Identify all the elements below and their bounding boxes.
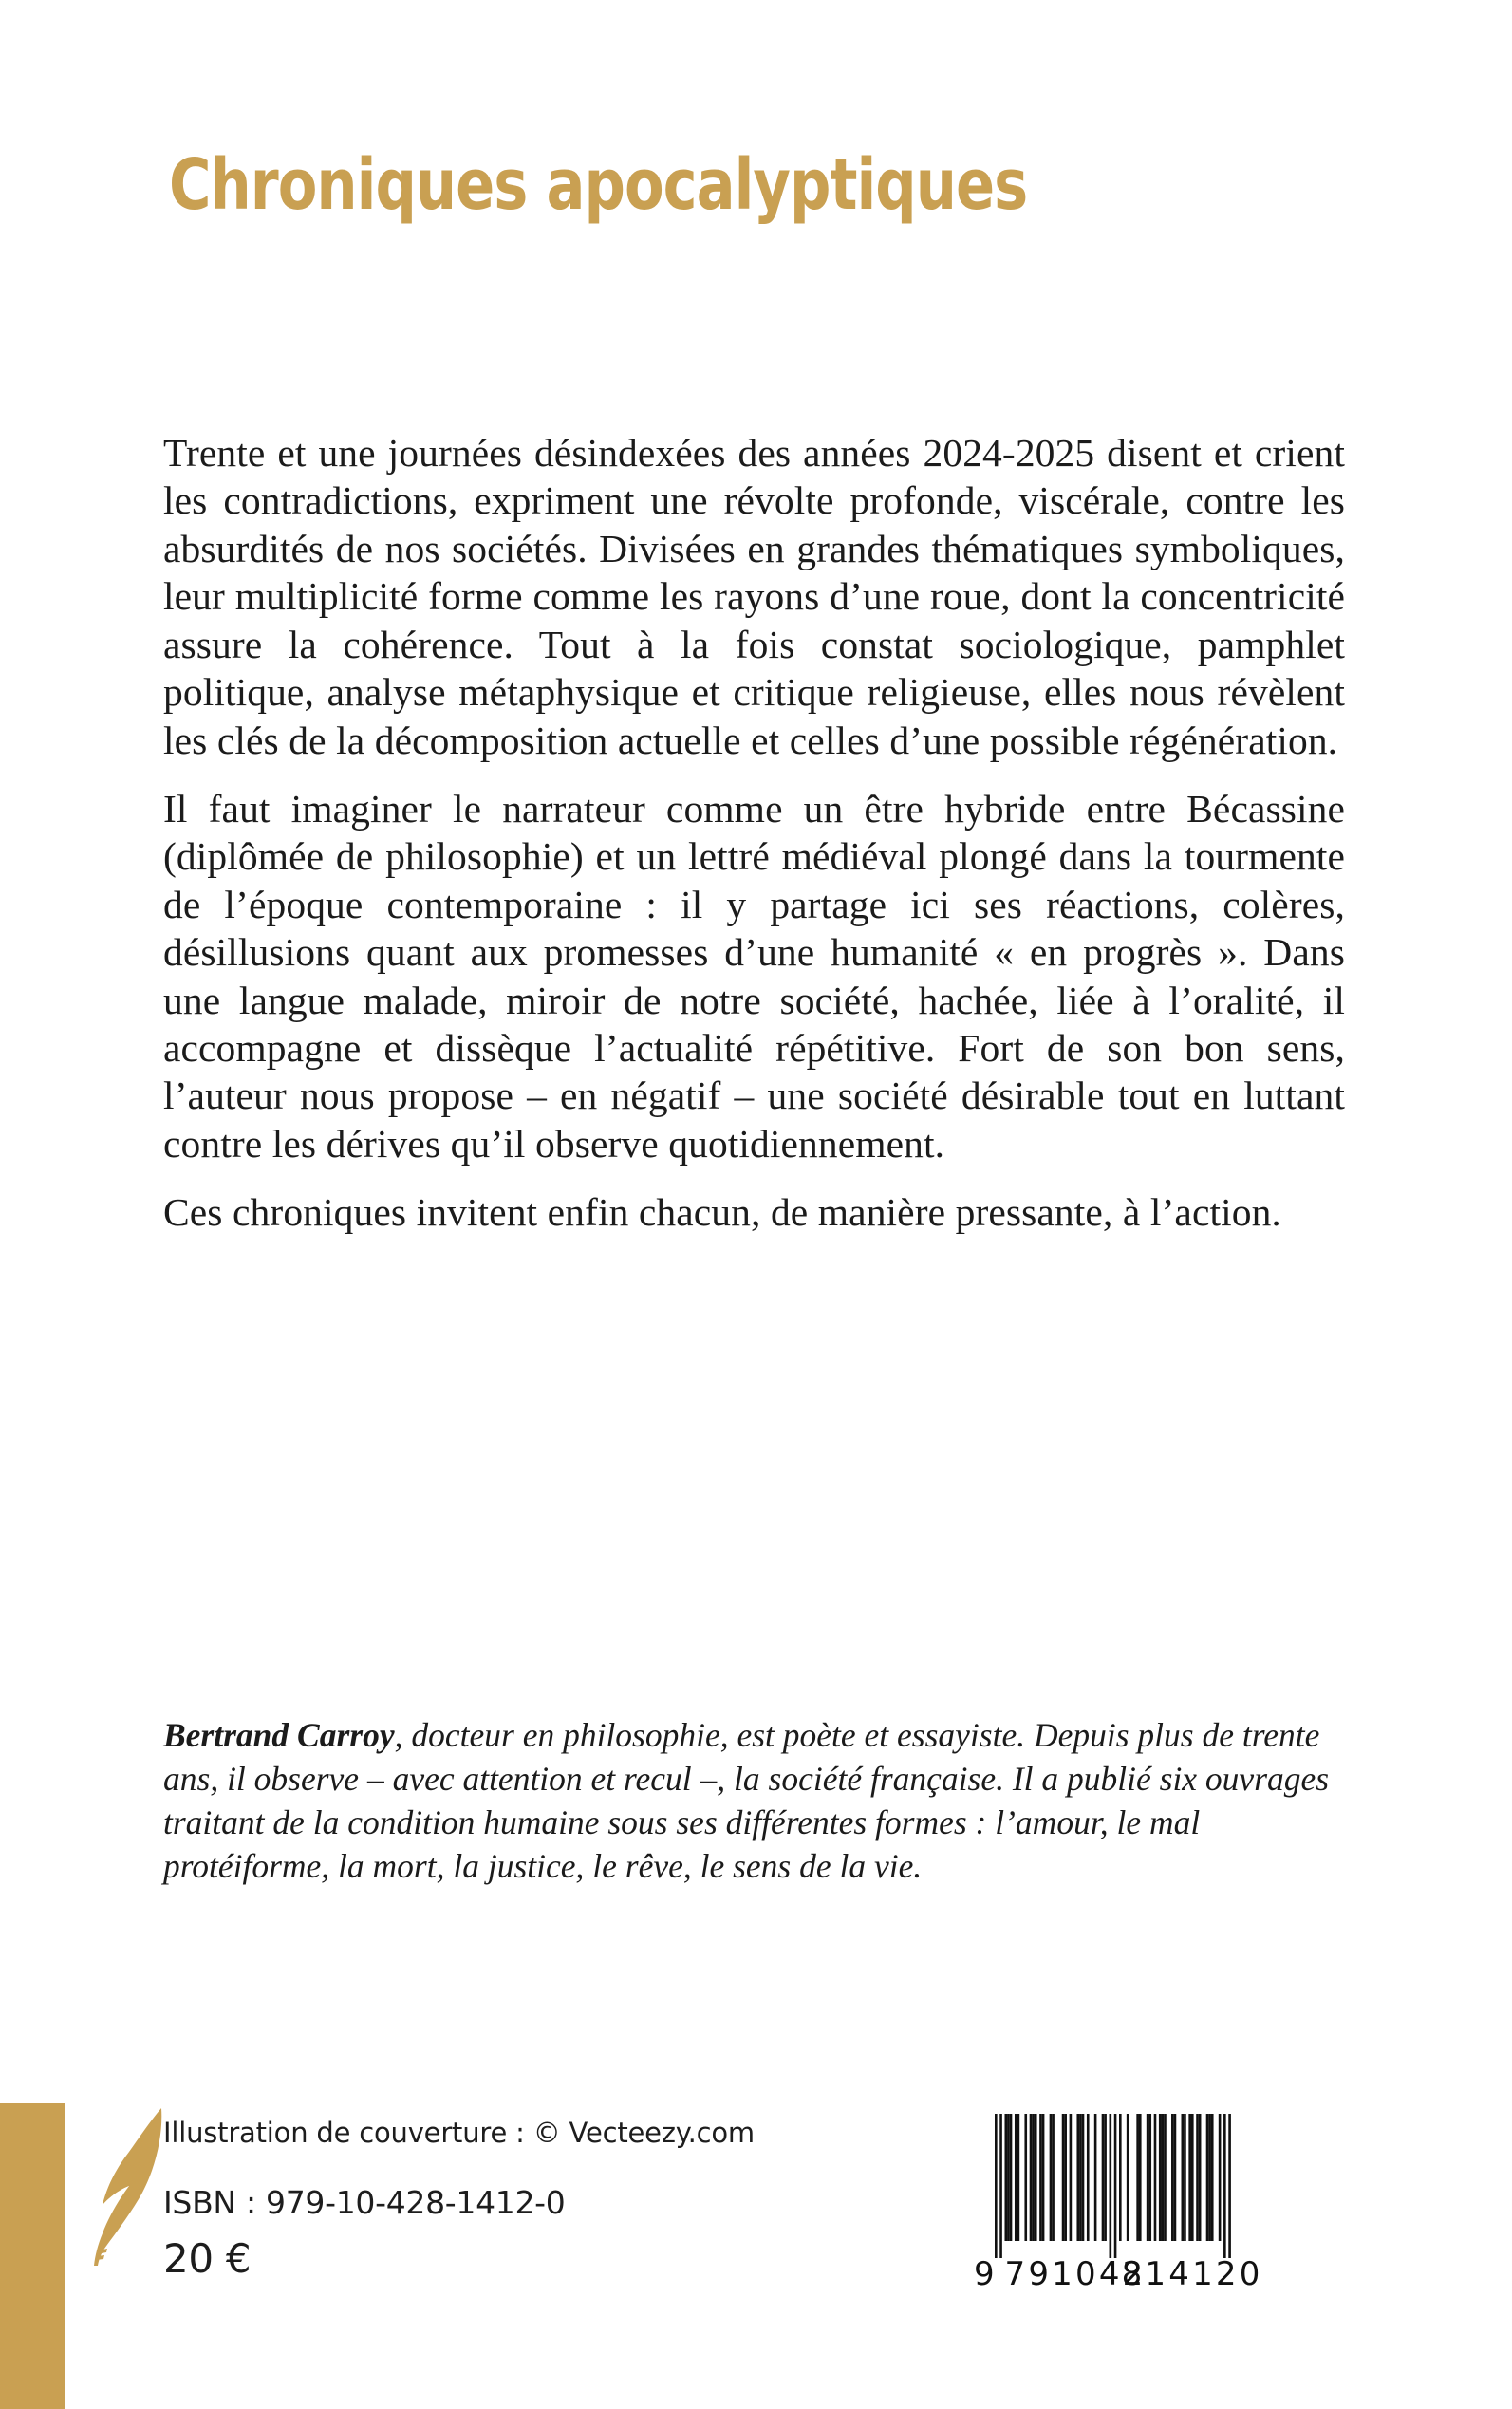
- blurb-paragraph-1: Trente et une journées désindexées des années 2024-2025 disent et crient les contradictions, expriment une révolte profonde, viscérale, contre les absurdités de nos sociétés. Divisées en grandes thématiques symboliques, leur multiplicité forme comme les rayons d’une roue, dont la concentricité assure la cohérence. Tout à la fois constat sociologique, pamphlet politique, analyse métaphysique et critique religieuse, elles nous révèlent les clés de la décomposition actuelle et celles d’une possible régénération.: [163, 431, 1345, 762]
- price-label: 20 €: [163, 2235, 252, 2282]
- svg-text:791042: 791042: [1004, 2255, 1147, 2293]
- author-bio-section: [163, 1713, 1348, 1889]
- author-bio-paragraph: [163, 1713, 1348, 1889]
- blurb-paragraph-2: Il faut imaginer le narrateur comme un être hybride entre Bécassine (diplômée de philosophie) et un lettré médiéval plongé dans la tourmente de l’époque contemporaine : il y partage ici ses réactions, colères, désillusions quant aux promesses d’une humanité « en progrès ». Dans une langue malade, miroir de notre société, hachée, liée à l’oralité, il accompagne et dissèque l’actualité répétitive. Fort de son bon sens, l’auteur nous propose – en négatif – une société désirable tout en luttant contre les dérives qu’il observe quotidiennement.: [163, 786, 1345, 1166]
- author-bio-text: , docteur en philosophie, est poète et essayiste. Depuis plus de trente ans, il observe – avec attention et recul –, la société française. Il a publié six ouvrages traitant de la condition humaine sous ses différentes formes : l’amour, le mal protéiforme, la mort, la justice, le rêve, le sens de la vie.: [163, 1716, 1330, 1886]
- svg-text:814120: 814120: [1121, 2255, 1263, 2293]
- quill-feather-icon: [82, 2102, 173, 2273]
- svg-text:9: 9: [974, 2255, 995, 2293]
- cover-credit: Illustration de couverture : © Vecteezy.com: [163, 2117, 755, 2149]
- ean13-barcode: [957, 2101, 1327, 2314]
- gold-accent-bar: [0, 2103, 65, 2409]
- author-name: Bertrand Carroy: [163, 1716, 395, 1754]
- blurb-paragraph-3: Ces chroniques invitent enfin chacun, de manière pressante, à l’action.: [163, 1190, 1281, 1235]
- blurb-section: [163, 429, 1345, 1237]
- title-block: [169, 144, 1355, 226]
- footer-text-block: [163, 2117, 771, 2282]
- isbn-label: ISBN : 979-10-428-1412-0: [163, 2184, 566, 2221]
- page-title: Chroniques apocalyptiques: [169, 144, 1028, 226]
